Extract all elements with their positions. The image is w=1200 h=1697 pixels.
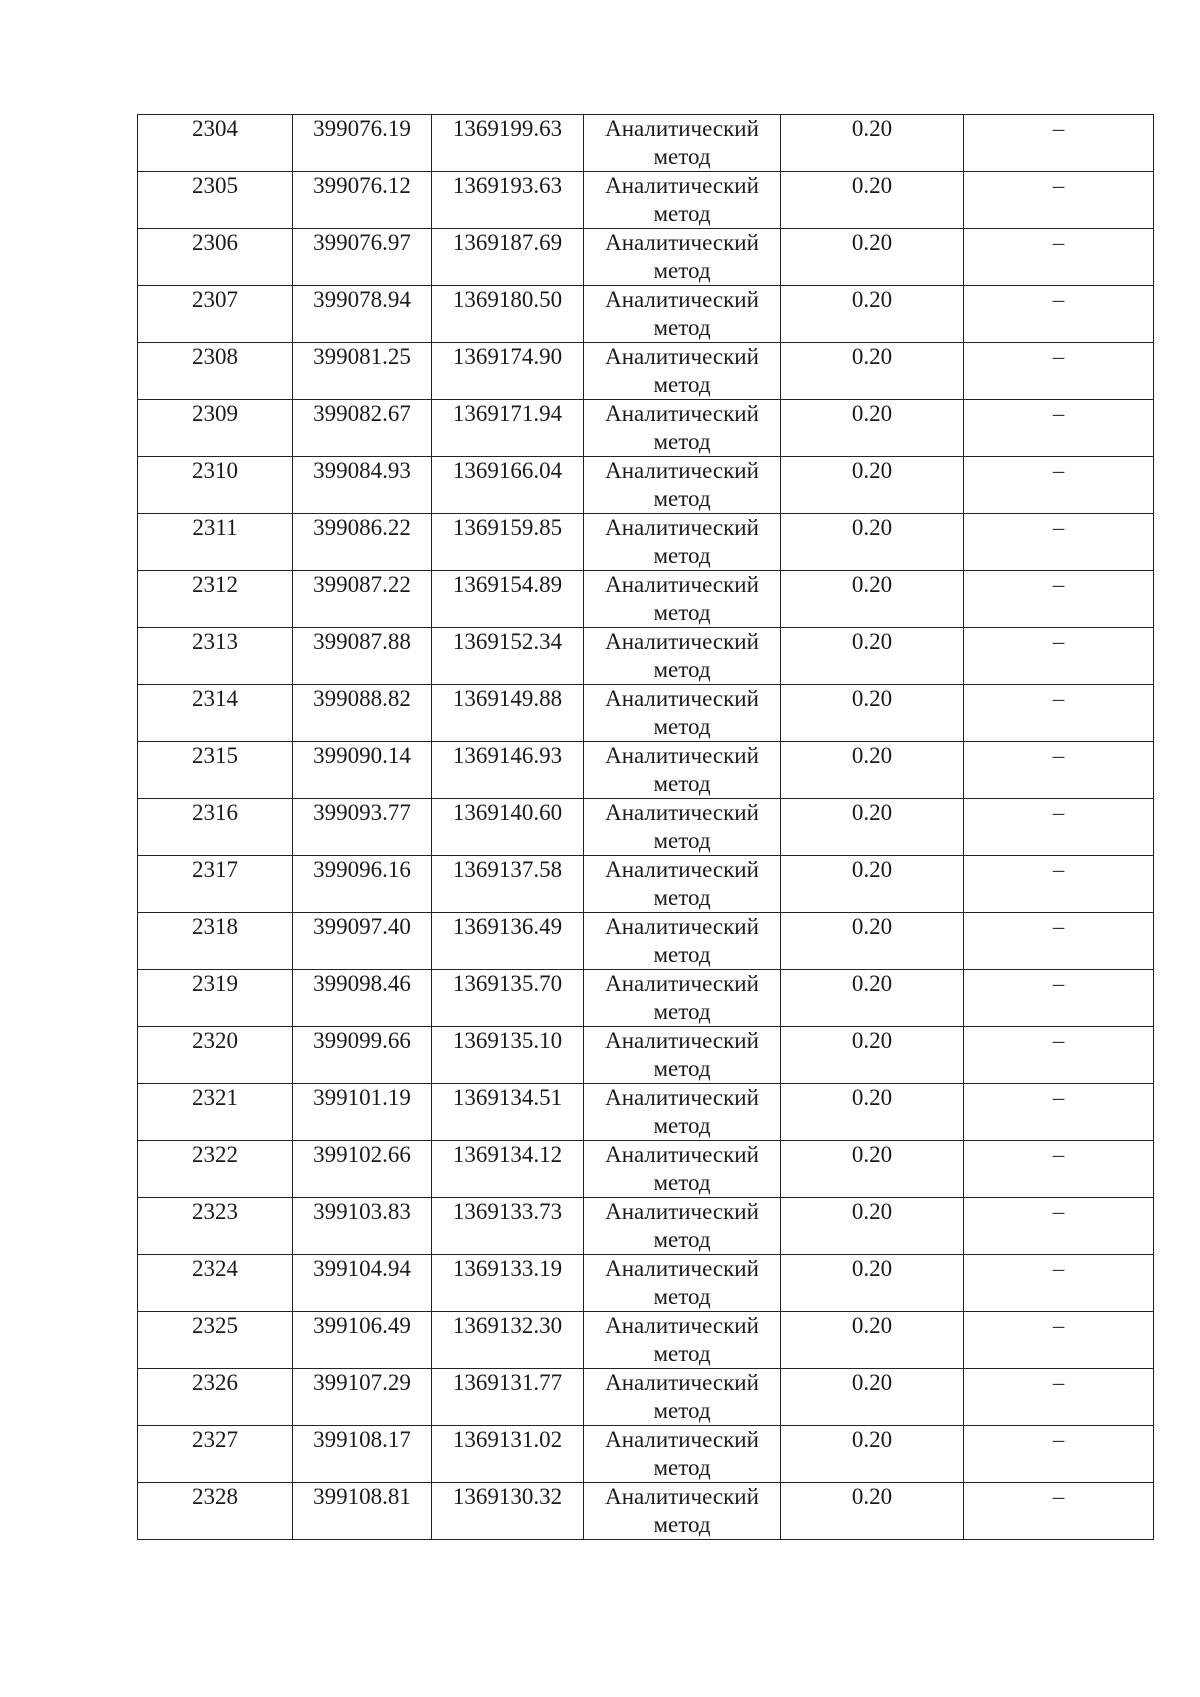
cell-y-coordinate: 1369137.58	[432, 856, 584, 913]
table-row	[138, 1426, 1154, 1483]
cell-y-coordinate: 1369135.70	[432, 970, 584, 1027]
cell-point-number: 2320	[138, 1027, 293, 1084]
cell-y-coordinate: 1369134.12	[432, 1141, 584, 1198]
cell-note: –	[964, 685, 1154, 742]
cell-x-coordinate: 399104.94	[293, 1255, 432, 1312]
cell-point-number: 2308	[138, 343, 293, 400]
cell-accuracy: 0.20	[781, 628, 964, 685]
cell-method: Аналитический метод	[584, 229, 781, 286]
cell-note: –	[964, 628, 1154, 685]
table-row	[138, 1084, 1154, 1141]
cell-method: Аналитический метод	[584, 1312, 781, 1369]
cell-x-coordinate: 399087.88	[293, 628, 432, 685]
cell-note: –	[964, 1369, 1154, 1426]
table-row	[138, 400, 1154, 457]
cell-note: –	[964, 913, 1154, 970]
table-body	[138, 115, 1154, 1540]
table-row	[138, 1141, 1154, 1198]
table-row	[138, 286, 1154, 343]
cell-method: Аналитический метод	[584, 1198, 781, 1255]
cell-note: –	[964, 343, 1154, 400]
cell-accuracy: 0.20	[781, 913, 964, 970]
cell-y-coordinate: 1369149.88	[432, 685, 584, 742]
cell-y-coordinate: 1369171.94	[432, 400, 584, 457]
table-row	[138, 742, 1154, 799]
cell-x-coordinate: 399087.22	[293, 571, 432, 628]
cell-x-coordinate: 399103.83	[293, 1198, 432, 1255]
table-row	[138, 457, 1154, 514]
cell-accuracy: 0.20	[781, 571, 964, 628]
cell-note: –	[964, 1084, 1154, 1141]
cell-method: Аналитический метод	[584, 628, 781, 685]
cell-method: Аналитический метод	[584, 514, 781, 571]
cell-y-coordinate: 1369133.19	[432, 1255, 584, 1312]
cell-point-number: 2323	[138, 1198, 293, 1255]
cell-point-number: 2309	[138, 400, 293, 457]
cell-y-coordinate: 1369174.90	[432, 343, 584, 400]
cell-x-coordinate: 399081.25	[293, 343, 432, 400]
cell-x-coordinate: 399086.22	[293, 514, 432, 571]
cell-y-coordinate: 1369130.32	[432, 1483, 584, 1540]
cell-method: Аналитический метод	[584, 1141, 781, 1198]
cell-note: –	[964, 1483, 1154, 1540]
table-row	[138, 172, 1154, 229]
cell-x-coordinate: 399096.16	[293, 856, 432, 913]
table-row	[138, 1369, 1154, 1426]
cell-method: Аналитический метод	[584, 1483, 781, 1540]
cell-method: Аналитический метод	[584, 856, 781, 913]
cell-method: Аналитический метод	[584, 799, 781, 856]
cell-point-number: 2327	[138, 1426, 293, 1483]
table-row	[138, 856, 1154, 913]
cell-point-number: 2316	[138, 799, 293, 856]
cell-x-coordinate: 399097.40	[293, 913, 432, 970]
cell-x-coordinate: 399076.12	[293, 172, 432, 229]
cell-accuracy: 0.20	[781, 1255, 964, 1312]
cell-y-coordinate: 1369140.60	[432, 799, 584, 856]
cell-y-coordinate: 1369152.34	[432, 628, 584, 685]
cell-x-coordinate: 399088.82	[293, 685, 432, 742]
cell-x-coordinate: 399098.46	[293, 970, 432, 1027]
cell-y-coordinate: 1369136.49	[432, 913, 584, 970]
table-row	[138, 628, 1154, 685]
cell-method: Аналитический метод	[584, 172, 781, 229]
cell-accuracy: 0.20	[781, 1312, 964, 1369]
cell-point-number: 2305	[138, 172, 293, 229]
cell-x-coordinate: 399084.93	[293, 457, 432, 514]
cell-note: –	[964, 1255, 1154, 1312]
cell-x-coordinate: 399102.66	[293, 1141, 432, 1198]
cell-accuracy: 0.20	[781, 514, 964, 571]
cell-y-coordinate: 1369159.85	[432, 514, 584, 571]
table-row	[138, 1255, 1154, 1312]
cell-method: Аналитический метод	[584, 685, 781, 742]
cell-y-coordinate: 1369199.63	[432, 115, 584, 172]
cell-point-number: 2318	[138, 913, 293, 970]
cell-note: –	[964, 571, 1154, 628]
table-row	[138, 799, 1154, 856]
cell-point-number: 2314	[138, 685, 293, 742]
cell-note: –	[964, 799, 1154, 856]
cell-accuracy: 0.20	[781, 286, 964, 343]
cell-accuracy: 0.20	[781, 1369, 964, 1426]
cell-method: Аналитический метод	[584, 457, 781, 514]
cell-note: –	[964, 1027, 1154, 1084]
cell-accuracy: 0.20	[781, 1198, 964, 1255]
cell-method: Аналитический метод	[584, 742, 781, 799]
cell-point-number: 2313	[138, 628, 293, 685]
cell-point-number: 2325	[138, 1312, 293, 1369]
cell-x-coordinate: 399107.29	[293, 1369, 432, 1426]
table-row	[138, 571, 1154, 628]
cell-accuracy: 0.20	[781, 685, 964, 742]
table-row	[138, 1198, 1154, 1255]
cell-point-number: 2307	[138, 286, 293, 343]
cell-point-number: 2304	[138, 115, 293, 172]
cell-x-coordinate: 399082.67	[293, 400, 432, 457]
cell-point-number: 2319	[138, 970, 293, 1027]
cell-accuracy: 0.20	[781, 742, 964, 799]
table-row	[138, 1312, 1154, 1369]
cell-method: Аналитический метод	[584, 286, 781, 343]
cell-y-coordinate: 1369135.10	[432, 1027, 584, 1084]
cell-method: Аналитический метод	[584, 1027, 781, 1084]
cell-note: –	[964, 856, 1154, 913]
table-row	[138, 514, 1154, 571]
cell-x-coordinate: 399106.49	[293, 1312, 432, 1369]
cell-x-coordinate: 399099.66	[293, 1027, 432, 1084]
cell-note: –	[964, 1141, 1154, 1198]
cell-accuracy: 0.20	[781, 457, 964, 514]
table-row	[138, 1483, 1154, 1540]
cell-note: –	[964, 229, 1154, 286]
cell-point-number: 2312	[138, 571, 293, 628]
cell-accuracy: 0.20	[781, 172, 964, 229]
cell-y-coordinate: 1369193.63	[432, 172, 584, 229]
table-row	[138, 229, 1154, 286]
coordinates-table	[137, 114, 1154, 1540]
cell-x-coordinate: 399093.77	[293, 799, 432, 856]
cell-accuracy: 0.20	[781, 1483, 964, 1540]
cell-point-number: 2306	[138, 229, 293, 286]
cell-point-number: 2315	[138, 742, 293, 799]
cell-note: –	[964, 172, 1154, 229]
cell-y-coordinate: 1369187.69	[432, 229, 584, 286]
cell-accuracy: 0.20	[781, 115, 964, 172]
cell-note: –	[964, 400, 1154, 457]
cell-point-number: 2317	[138, 856, 293, 913]
cell-y-coordinate: 1369134.51	[432, 1084, 584, 1141]
cell-method: Аналитический метод	[584, 343, 781, 400]
cell-y-coordinate: 1369131.02	[432, 1426, 584, 1483]
cell-method: Аналитический метод	[584, 1084, 781, 1141]
table-row	[138, 1027, 1154, 1084]
cell-point-number: 2328	[138, 1483, 293, 1540]
cell-accuracy: 0.20	[781, 799, 964, 856]
cell-point-number: 2322	[138, 1141, 293, 1198]
cell-note: –	[964, 514, 1154, 571]
cell-point-number: 2310	[138, 457, 293, 514]
cell-point-number: 2321	[138, 1084, 293, 1141]
table-row	[138, 913, 1154, 970]
cell-point-number: 2324	[138, 1255, 293, 1312]
table-row	[138, 115, 1154, 172]
cell-x-coordinate: 399090.14	[293, 742, 432, 799]
cell-x-coordinate: 399101.19	[293, 1084, 432, 1141]
cell-note: –	[964, 1426, 1154, 1483]
cell-note: –	[964, 1312, 1154, 1369]
cell-method: Аналитический метод	[584, 400, 781, 457]
cell-method: Аналитический метод	[584, 571, 781, 628]
cell-method: Аналитический метод	[584, 913, 781, 970]
cell-accuracy: 0.20	[781, 1027, 964, 1084]
cell-method: Аналитический метод	[584, 115, 781, 172]
cell-x-coordinate: 399078.94	[293, 286, 432, 343]
cell-accuracy: 0.20	[781, 343, 964, 400]
cell-y-coordinate: 1369131.77	[432, 1369, 584, 1426]
cell-accuracy: 0.20	[781, 970, 964, 1027]
cell-accuracy: 0.20	[781, 1141, 964, 1198]
cell-note: –	[964, 970, 1154, 1027]
cell-accuracy: 0.20	[781, 229, 964, 286]
cell-note: –	[964, 457, 1154, 514]
cell-note: –	[964, 115, 1154, 172]
cell-y-coordinate: 1369166.04	[432, 457, 584, 514]
cell-note: –	[964, 742, 1154, 799]
cell-method: Аналитический метод	[584, 1255, 781, 1312]
cell-point-number: 2311	[138, 514, 293, 571]
cell-x-coordinate: 399108.81	[293, 1483, 432, 1540]
cell-y-coordinate: 1369133.73	[432, 1198, 584, 1255]
cell-method: Аналитический метод	[584, 970, 781, 1027]
cell-method: Аналитический метод	[584, 1369, 781, 1426]
cell-x-coordinate: 399108.17	[293, 1426, 432, 1483]
cell-note: –	[964, 1198, 1154, 1255]
cell-point-number: 2326	[138, 1369, 293, 1426]
cell-y-coordinate: 1369146.93	[432, 742, 584, 799]
cell-method: Аналитический метод	[584, 1426, 781, 1483]
table-row	[138, 685, 1154, 742]
cell-note: –	[964, 286, 1154, 343]
cell-x-coordinate: 399076.19	[293, 115, 432, 172]
cell-y-coordinate: 1369132.30	[432, 1312, 584, 1369]
cell-accuracy: 0.20	[781, 400, 964, 457]
cell-accuracy: 0.20	[781, 1426, 964, 1483]
cell-y-coordinate: 1369180.50	[432, 286, 584, 343]
cell-y-coordinate: 1369154.89	[432, 571, 584, 628]
cell-accuracy: 0.20	[781, 1084, 964, 1141]
table-row	[138, 343, 1154, 400]
cell-accuracy: 0.20	[781, 856, 964, 913]
table-row	[138, 970, 1154, 1027]
cell-x-coordinate: 399076.97	[293, 229, 432, 286]
